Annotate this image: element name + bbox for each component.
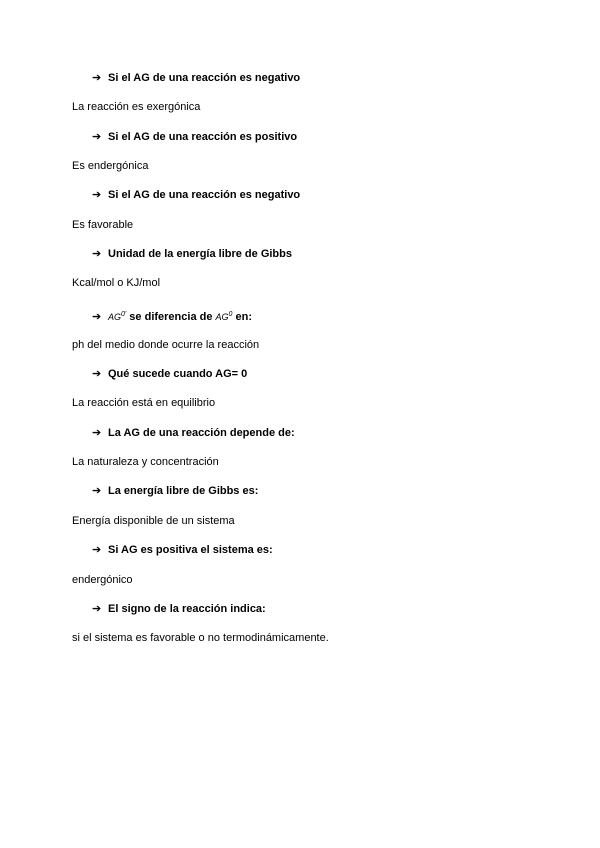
answer: La reacción es exergónica — [72, 101, 201, 114]
delta-g-symbol: $AG^{0'}$ — [108, 310, 127, 322]
question-text: El signo de la reacción indica: — [108, 602, 266, 615]
answer: Es favorable — [72, 218, 134, 231]
answer: ph del medio donde ocurre la reacción — [72, 338, 260, 351]
right-arrow-icon: ➔ — [92, 189, 102, 202]
answer: Energía disponible de un sistema — [72, 514, 235, 527]
answer: La reacción está en equilibrio — [72, 397, 216, 410]
question-text: se diferencia de — [126, 310, 216, 323]
question — [0, 299, 600, 331]
question — [0, 477, 600, 506]
question-text: Unidad de la energía libre de Gibbs — [108, 248, 292, 261]
right-arrow-icon: ➔ — [92, 130, 102, 143]
document-page — [0, 64, 600, 654]
answer: Es endergónica — [72, 160, 149, 173]
question-text: Si el AG de una reacción es negativo — [108, 72, 301, 84]
right-arrow-icon: ➔ — [92, 72, 102, 84]
answer: si el sistema es favorable o no termodinámicamente. — [72, 632, 329, 645]
right-arrow-icon: ➔ — [92, 602, 102, 615]
question — [0, 181, 600, 210]
question-text: La AG de una reacción depende de: — [108, 426, 295, 439]
right-arrow-icon: ➔ — [92, 368, 102, 381]
question — [0, 419, 600, 448]
right-arrow-icon: ➔ — [92, 544, 102, 557]
question — [0, 123, 600, 152]
right-arrow-icon: ➔ — [92, 310, 102, 323]
question — [0, 536, 600, 565]
question-text: en: — [232, 310, 252, 323]
answer: Kcal/mol o KJ/mol — [72, 277, 161, 290]
answer: La naturaleza y concentración — [72, 456, 219, 469]
question-text: Si el AG de una reacción es positivo — [108, 130, 298, 143]
question — [0, 360, 600, 389]
delta-g-symbol: $AG^0$ — [215, 310, 233, 322]
question — [0, 240, 600, 269]
question-text: La energía libre de Gibbs es: — [108, 485, 259, 498]
right-arrow-icon: ➔ — [92, 248, 102, 261]
question-text: Si el AG de una reacción es negativo — [108, 189, 301, 202]
question — [0, 595, 600, 624]
right-arrow-icon: ➔ — [92, 485, 102, 498]
question-text: Qué sucede cuando AG= 0 — [108, 368, 248, 381]
answer: endergónico — [72, 573, 133, 586]
question — [0, 64, 600, 93]
right-arrow-icon: ➔ — [92, 426, 102, 439]
question-text: Si AG es positiva el sistema es: — [108, 544, 273, 557]
